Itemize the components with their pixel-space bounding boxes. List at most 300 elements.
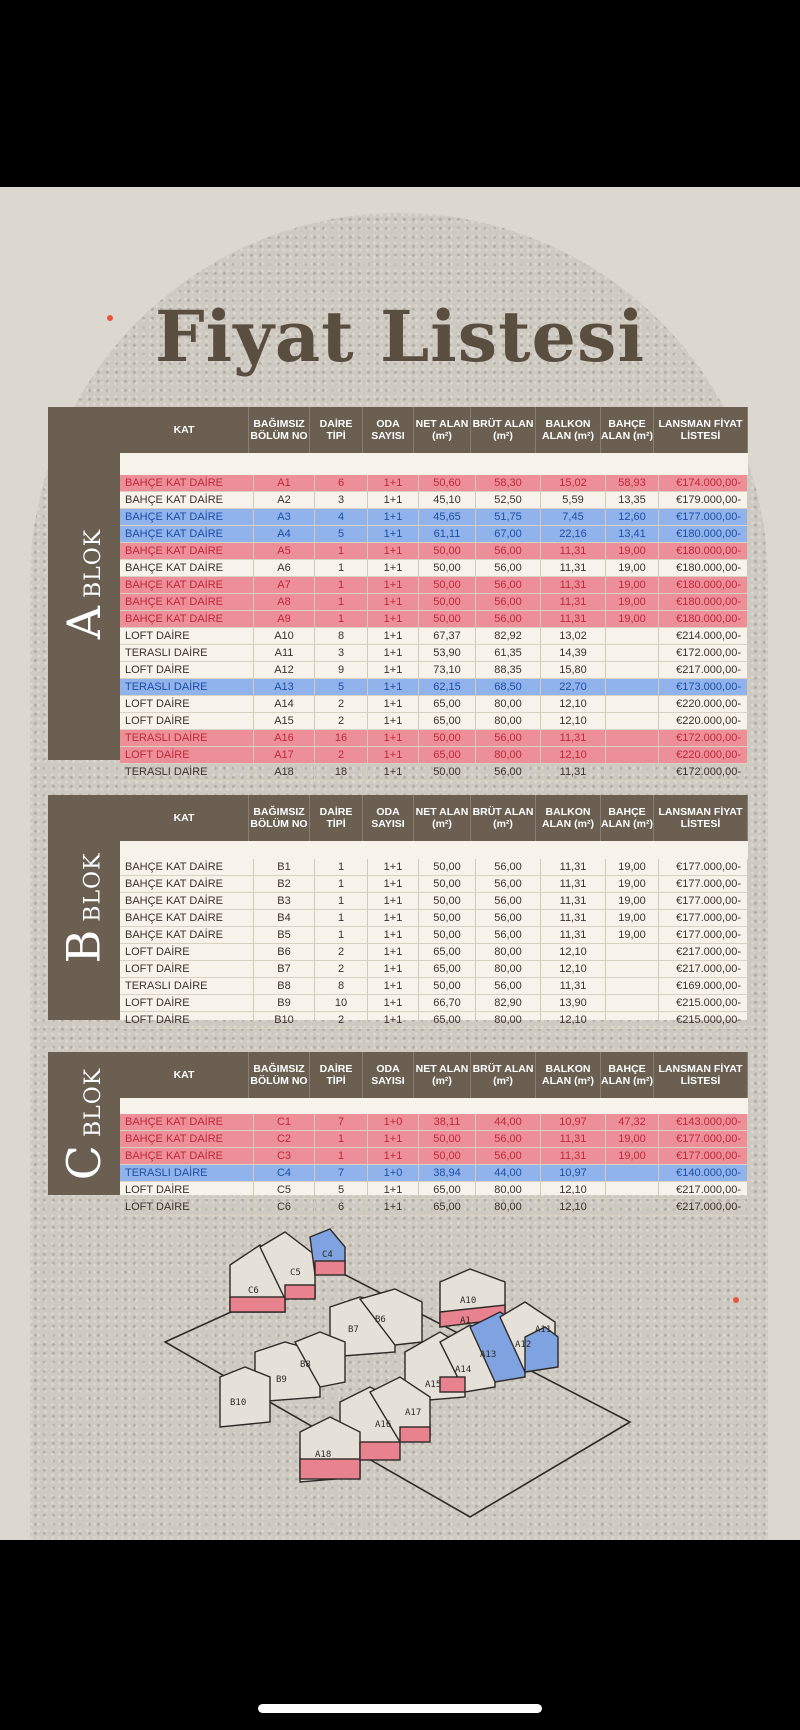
- cell-brut: 67,00: [476, 526, 541, 542]
- header-tip: DAİRE TİPİ: [310, 795, 363, 841]
- table-row: [120, 1165, 748, 1182]
- cell-fiyat: €172.000,00-: [659, 764, 748, 780]
- cell-oda: 1+1: [368, 526, 419, 542]
- cell-net: 67,37: [419, 628, 476, 644]
- block-word: BLOK: [81, 1067, 107, 1137]
- cell-balkon: 12,10: [541, 1012, 606, 1028]
- cell-brut: 56,00: [476, 978, 541, 994]
- header-oda: ODA SAYISI: [363, 795, 414, 841]
- cell-no: A4: [254, 526, 315, 542]
- cell-brut: 56,00: [476, 577, 541, 593]
- cell-oda: 1+1: [368, 475, 419, 491]
- cell-no: B2: [254, 876, 315, 892]
- cell-brut: 88,35: [476, 662, 541, 678]
- sketch-label: A10: [460, 1296, 477, 1306]
- cell-oda: 1+1: [368, 594, 419, 610]
- cell-no: B9: [254, 995, 315, 1011]
- header-bolum: BAĞIMSIZ BÖLÜM NO: [249, 795, 310, 841]
- table-row: [120, 944, 748, 961]
- accent-dot: [733, 1297, 739, 1303]
- cell-net: 38,94: [419, 1165, 476, 1181]
- block-letter: B: [57, 929, 111, 964]
- cell-bahce: 58,93: [606, 475, 659, 491]
- table-row: [120, 577, 748, 594]
- cell-brut: 80,00: [476, 1182, 541, 1198]
- header-balkon: BALKON ALAN (m²): [536, 795, 601, 841]
- cell-oda: 1+1: [368, 560, 419, 576]
- table-row: [120, 910, 748, 927]
- cell-tip: 1: [315, 560, 368, 576]
- cell-net: 38,11: [419, 1114, 476, 1130]
- cell-kat: LOFT DAİRE: [120, 747, 254, 763]
- cell-no: B10: [254, 1012, 315, 1028]
- cell-kat: LOFT DAİRE: [120, 696, 254, 712]
- cell-tip: 6: [315, 1199, 368, 1215]
- cell-fiyat: €180.000,00-: [659, 526, 748, 542]
- table-row: [120, 560, 748, 577]
- cell-kat: BAHÇE KAT DAİRE: [120, 611, 254, 627]
- cell-bahce: [606, 764, 659, 780]
- cell-net: 66,70: [419, 995, 476, 1011]
- cell-balkon: 13,02: [541, 628, 606, 644]
- cell-net: 50,00: [419, 927, 476, 943]
- cell-tip: 16: [315, 730, 368, 746]
- cell-oda: 1+1: [368, 910, 419, 926]
- sketch-label: B6: [375, 1315, 386, 1325]
- table-row: [120, 1012, 748, 1029]
- cell-kat: LOFT DAİRE: [120, 628, 254, 644]
- header-fiyat: LANSMAN FİYAT LİSTESİ: [654, 1052, 748, 1098]
- cell-fiyat: €177.000,00-: [659, 509, 748, 525]
- cell-oda: 1+1: [368, 747, 419, 763]
- cell-kat: BAHÇE KAT DAİRE: [120, 927, 254, 943]
- cell-fiyat: €172.000,00-: [659, 730, 748, 746]
- cell-kat: TERASLI DAİRE: [120, 730, 254, 746]
- cell-net: 65,00: [419, 1199, 476, 1215]
- cell-bahce: 13,35: [606, 492, 659, 508]
- cell-net: 65,00: [419, 1182, 476, 1198]
- cell-brut: 56,00: [476, 764, 541, 780]
- cell-balkon: 12,10: [541, 1199, 606, 1215]
- table-row: [120, 995, 748, 1012]
- cell-net: 50,00: [419, 910, 476, 926]
- cell-oda: 1+1: [368, 944, 419, 960]
- sketch-label: A16: [375, 1420, 392, 1430]
- table-row: [120, 961, 748, 978]
- table-row: [120, 679, 748, 696]
- cell-oda: 1+1: [368, 696, 419, 712]
- table-header: [120, 795, 748, 841]
- cell-tip: 5: [315, 526, 368, 542]
- cell-brut: 56,00: [476, 910, 541, 926]
- cell-oda: 1+1: [368, 893, 419, 909]
- cell-oda: 1+1: [368, 876, 419, 892]
- cell-tip: 8: [315, 978, 368, 994]
- cell-brut: 56,00: [476, 893, 541, 909]
- cell-tip: 8: [315, 628, 368, 644]
- header-balkon: BALKON ALAN (m²): [536, 407, 601, 453]
- cell-tip: 6: [315, 475, 368, 491]
- cell-brut: 56,00: [476, 611, 541, 627]
- cell-brut: 56,00: [476, 594, 541, 610]
- cell-no: B4: [254, 910, 315, 926]
- cell-oda: 1+1: [368, 662, 419, 678]
- cell-kat: TERASLI DAİRE: [120, 679, 254, 695]
- cell-bahce: [606, 978, 659, 994]
- cell-balkon: 12,10: [541, 944, 606, 960]
- table-row: [120, 876, 748, 893]
- cell-balkon: 12,10: [541, 713, 606, 729]
- cell-oda: 1+1: [368, 628, 419, 644]
- table-row: [120, 1148, 748, 1165]
- cell-fiyat: €140.000,00-: [659, 1165, 748, 1181]
- cell-net: 50,00: [419, 859, 476, 875]
- cell-tip: 9: [315, 662, 368, 678]
- cell-kat: BAHÇE KAT DAİRE: [120, 910, 254, 926]
- cell-fiyat: €179.000,00-: [659, 492, 748, 508]
- cell-fiyat: €177.000,00-: [659, 927, 748, 943]
- cell-net: 50,00: [419, 978, 476, 994]
- cell-oda: 1+1: [368, 995, 419, 1011]
- cell-brut: 56,00: [476, 1131, 541, 1147]
- cell-fiyat: €217.000,00-: [659, 944, 748, 960]
- table-header: [120, 407, 748, 453]
- cell-bahce: [606, 730, 659, 746]
- cell-net: 50,00: [419, 560, 476, 576]
- cell-net: 50,60: [419, 475, 476, 491]
- cell-bahce: 19,00: [606, 859, 659, 875]
- table-row: [120, 662, 748, 679]
- cell-balkon: 22,16: [541, 526, 606, 542]
- cell-no: A15: [254, 713, 315, 729]
- cell-brut: 82,90: [476, 995, 541, 1011]
- cell-balkon: 10,97: [541, 1165, 606, 1181]
- cell-kat: BAHÇE KAT DAİRE: [120, 543, 254, 559]
- cell-balkon: 11,31: [541, 893, 606, 909]
- cell-net: 50,00: [419, 543, 476, 559]
- cell-no: A10: [254, 628, 315, 644]
- cell-fiyat: €177.000,00-: [659, 910, 748, 926]
- cell-bahce: 47,32: [606, 1114, 659, 1130]
- cell-balkon: 13,90: [541, 995, 606, 1011]
- cell-tip: 2: [315, 713, 368, 729]
- cell-tip: 1: [315, 910, 368, 926]
- cell-oda: 1+1: [368, 1199, 419, 1215]
- header-bahce: BAHÇE ALAN (m²): [601, 795, 654, 841]
- cell-tip: 5: [315, 1182, 368, 1198]
- cell-balkon: 10,97: [541, 1114, 606, 1130]
- table-row: [120, 978, 748, 995]
- cell-kat: BAHÇE KAT DAİRE: [120, 1148, 254, 1164]
- cell-net: 65,00: [419, 944, 476, 960]
- cell-oda: 1+1: [368, 978, 419, 994]
- cell-balkon: 11,31: [541, 730, 606, 746]
- cell-bahce: 13,41: [606, 526, 659, 542]
- cell-kat: BAHÇE KAT DAİRE: [120, 492, 254, 508]
- cell-no: A17: [254, 747, 315, 763]
- sketch-label: A18: [315, 1450, 332, 1460]
- cell-kat: BAHÇE KAT DAİRE: [120, 594, 254, 610]
- cell-tip: 7: [315, 1114, 368, 1130]
- header-bolum: BAĞIMSIZ BÖLÜM NO: [249, 407, 310, 453]
- price-table: [120, 1052, 748, 1213]
- cell-no: A8: [254, 594, 315, 610]
- cell-bahce: [606, 628, 659, 644]
- cell-balkon: 11,31: [541, 577, 606, 593]
- cell-fiyat: €215.000,00-: [659, 1012, 748, 1028]
- cell-oda: 1+1: [368, 764, 419, 780]
- cell-brut: 52,50: [476, 492, 541, 508]
- table-row: [120, 764, 748, 781]
- block-side-label: [48, 1052, 120, 1195]
- price-list-poster: [0, 187, 800, 1540]
- cell-fiyat: €174.000,00-: [659, 475, 748, 491]
- cell-bahce: 19,00: [606, 910, 659, 926]
- cell-bahce: [606, 1012, 659, 1028]
- table-row: [120, 893, 748, 910]
- cell-net: 50,00: [419, 764, 476, 780]
- cell-kat: BAHÇE KAT DAİRE: [120, 475, 254, 491]
- cell-no: A18: [254, 764, 315, 780]
- cell-tip: 18: [315, 764, 368, 780]
- table-row: [120, 1199, 748, 1216]
- cell-oda: 1+0: [368, 1165, 419, 1181]
- sketch-label: B7: [348, 1325, 359, 1335]
- cell-brut: 56,00: [476, 730, 541, 746]
- sketch-label: A15: [425, 1380, 442, 1390]
- cell-net: 45,10: [419, 492, 476, 508]
- cell-fiyat: €177.000,00-: [659, 859, 748, 875]
- cell-brut: 56,00: [476, 927, 541, 943]
- cell-kat: BAHÇE KAT DAİRE: [120, 876, 254, 892]
- cell-tip: 2: [315, 747, 368, 763]
- cell-bahce: [606, 679, 659, 695]
- cell-tip: 7: [315, 1165, 368, 1181]
- cell-bahce: 19,00: [606, 594, 659, 610]
- sketch-label: A14: [455, 1365, 472, 1375]
- header-oda: ODA SAYISI: [363, 1052, 414, 1098]
- cell-fiyat: €172.000,00-: [659, 645, 748, 661]
- cell-balkon: 11,31: [541, 927, 606, 943]
- cell-bahce: [606, 713, 659, 729]
- cell-balkon: 11,31: [541, 859, 606, 875]
- cell-oda: 1+1: [368, 927, 419, 943]
- cell-net: 62,15: [419, 679, 476, 695]
- cell-bahce: [606, 1199, 659, 1215]
- sketch-label: C4: [322, 1250, 333, 1260]
- cell-oda: 1+1: [368, 1012, 419, 1028]
- cell-fiyat: €217.000,00-: [659, 961, 748, 977]
- table-row: [120, 730, 748, 747]
- cell-oda: 1+1: [368, 509, 419, 525]
- cell-balkon: 11,31: [541, 1131, 606, 1147]
- cell-kat: LOFT DAİRE: [120, 1182, 254, 1198]
- header-tip: DAİRE TİPİ: [310, 407, 363, 453]
- cell-oda: 1+1: [368, 611, 419, 627]
- cell-balkon: 11,31: [541, 543, 606, 559]
- block-letter: A: [57, 605, 112, 639]
- cell-brut: 61,35: [476, 645, 541, 661]
- block-side-label: [48, 407, 120, 760]
- cell-net: 65,00: [419, 747, 476, 763]
- header-net: NET ALAN (m²): [414, 1052, 471, 1098]
- cell-kat: BAHÇE KAT DAİRE: [120, 560, 254, 576]
- cell-no: C4: [254, 1165, 315, 1181]
- cell-no: A1: [254, 475, 315, 491]
- cell-no: A5: [254, 543, 315, 559]
- table-row: [120, 1131, 748, 1148]
- cell-no: B7: [254, 961, 315, 977]
- cell-brut: 56,00: [476, 859, 541, 875]
- cell-bahce: 19,00: [606, 611, 659, 627]
- table-row: [120, 713, 748, 730]
- header-tip: DAİRE TİPİ: [310, 1052, 363, 1098]
- cell-brut: 44,00: [476, 1114, 541, 1130]
- cell-fiyat: €220.000,00-: [659, 747, 748, 763]
- cell-fiyat: €217.000,00-: [659, 1199, 748, 1215]
- cell-no: B3: [254, 893, 315, 909]
- cell-brut: 58,30: [476, 475, 541, 491]
- cell-bahce: [606, 645, 659, 661]
- cell-bahce: 19,00: [606, 927, 659, 943]
- cell-oda: 1+1: [368, 543, 419, 559]
- table-row: [120, 475, 748, 492]
- cell-balkon: 7,45: [541, 509, 606, 525]
- header-brut: BRÜT ALAN (m²): [471, 1052, 536, 1098]
- header-brut: BRÜT ALAN (m²): [471, 795, 536, 841]
- cell-bahce: 19,00: [606, 893, 659, 909]
- cell-kat: BAHÇE KAT DAİRE: [120, 1131, 254, 1147]
- cell-kat: BAHÇE KAT DAİRE: [120, 1114, 254, 1130]
- cell-tip: 1: [315, 611, 368, 627]
- home-indicator[interactable]: [258, 1704, 542, 1713]
- cell-net: 50,00: [419, 1148, 476, 1164]
- cell-oda: 1+1: [368, 1148, 419, 1164]
- cell-kat: LOFT DAİRE: [120, 713, 254, 729]
- cell-bahce: 19,00: [606, 577, 659, 593]
- cell-kat: BAHÇE KAT DAİRE: [120, 893, 254, 909]
- cell-tip: 3: [315, 492, 368, 508]
- sketch-label: C5: [290, 1268, 301, 1278]
- table-row: [120, 927, 748, 944]
- cell-net: 65,00: [419, 1012, 476, 1028]
- cell-tip: 5: [315, 679, 368, 695]
- cell-oda: 1+1: [368, 492, 419, 508]
- cell-bahce: [606, 1182, 659, 1198]
- cell-oda: 1+1: [368, 577, 419, 593]
- sketch-label: A17: [405, 1408, 422, 1418]
- cell-tip: 2: [315, 944, 368, 960]
- sketch-label: C6: [248, 1286, 259, 1296]
- cell-brut: 56,00: [476, 560, 541, 576]
- header-bolum: BAĞIMSIZ BÖLÜM NO: [249, 1052, 310, 1098]
- cell-net: 53,90: [419, 645, 476, 661]
- cell-kat: LOFT DAİRE: [120, 961, 254, 977]
- cell-oda: 1+1: [368, 961, 419, 977]
- cell-bahce: 19,00: [606, 1148, 659, 1164]
- header-net: NET ALAN (m²): [414, 795, 471, 841]
- cell-bahce: [606, 961, 659, 977]
- cell-kat: BAHÇE KAT DAİRE: [120, 509, 254, 525]
- cell-bahce: [606, 944, 659, 960]
- cell-oda: 1+1: [368, 859, 419, 875]
- cell-kat: TERASLI DAİRE: [120, 645, 254, 661]
- cell-no: C5: [254, 1182, 315, 1198]
- cell-tip: 1: [315, 859, 368, 875]
- cell-kat: BAHÇE KAT DAİRE: [120, 859, 254, 875]
- cell-no: A13: [254, 679, 315, 695]
- header-bahce: BAHÇE ALAN (m²): [601, 407, 654, 453]
- header-kat: KAT: [120, 407, 249, 453]
- cell-no: C2: [254, 1131, 315, 1147]
- sketch-label: A11: [535, 1325, 552, 1335]
- header-net: NET ALAN (m²): [414, 407, 471, 453]
- cell-fiyat: €220.000,00-: [659, 696, 748, 712]
- cell-brut: 51,75: [476, 509, 541, 525]
- price-table: [120, 407, 748, 778]
- cell-no: B8: [254, 978, 315, 994]
- cell-no: B1: [254, 859, 315, 875]
- cell-tip: 1: [315, 893, 368, 909]
- cell-net: 65,00: [419, 713, 476, 729]
- cell-balkon: 11,31: [541, 978, 606, 994]
- page-title: Fiyat Listesi: [154, 295, 646, 378]
- cell-fiyat: €180.000,00-: [659, 560, 748, 576]
- cell-kat: LOFT DAİRE: [120, 662, 254, 678]
- cell-net: 65,00: [419, 961, 476, 977]
- cell-balkon: 11,31: [541, 910, 606, 926]
- cell-tip: 1: [315, 1148, 368, 1164]
- cell-balkon: 12,10: [541, 1182, 606, 1198]
- sketch-label: A13: [480, 1350, 497, 1360]
- cell-oda: 1+1: [368, 1131, 419, 1147]
- cell-kat: BAHÇE KAT DAİRE: [120, 526, 254, 542]
- table-row: [120, 611, 748, 628]
- cell-fiyat: €217.000,00-: [659, 662, 748, 678]
- cell-brut: 80,00: [476, 961, 541, 977]
- cell-no: C6: [254, 1199, 315, 1215]
- cell-bahce: [606, 1165, 659, 1181]
- cell-balkon: 11,31: [541, 876, 606, 892]
- cell-no: A3: [254, 509, 315, 525]
- cell-fiyat: €215.000,00-: [659, 995, 748, 1011]
- cell-balkon: 11,31: [541, 764, 606, 780]
- cell-net: 50,00: [419, 1131, 476, 1147]
- cell-net: 50,00: [419, 611, 476, 627]
- cell-bahce: [606, 662, 659, 678]
- cell-fiyat: €214.000,00-: [659, 628, 748, 644]
- header-bahce: BAHÇE ALAN (m²): [601, 1052, 654, 1098]
- cell-tip: 1: [315, 876, 368, 892]
- cell-kat: LOFT DAİRE: [120, 995, 254, 1011]
- cell-balkon: 11,31: [541, 611, 606, 627]
- cell-no: C3: [254, 1148, 315, 1164]
- cell-net: 61,11: [419, 526, 476, 542]
- table-row: [120, 747, 748, 764]
- cell-fiyat: €180.000,00-: [659, 594, 748, 610]
- cell-net: 45,65: [419, 509, 476, 525]
- cell-no: A2: [254, 492, 315, 508]
- cell-brut: 68,50: [476, 679, 541, 695]
- cell-net: 73,10: [419, 662, 476, 678]
- cell-fiyat: €169.000,00-: [659, 978, 748, 994]
- cell-no: B5: [254, 927, 315, 943]
- cell-no: A12: [254, 662, 315, 678]
- cell-oda: 1+0: [368, 1114, 419, 1130]
- cell-kat: LOFT DAİRE: [120, 1199, 254, 1215]
- cell-tip: 10: [315, 995, 368, 1011]
- cell-fiyat: €180.000,00-: [659, 611, 748, 627]
